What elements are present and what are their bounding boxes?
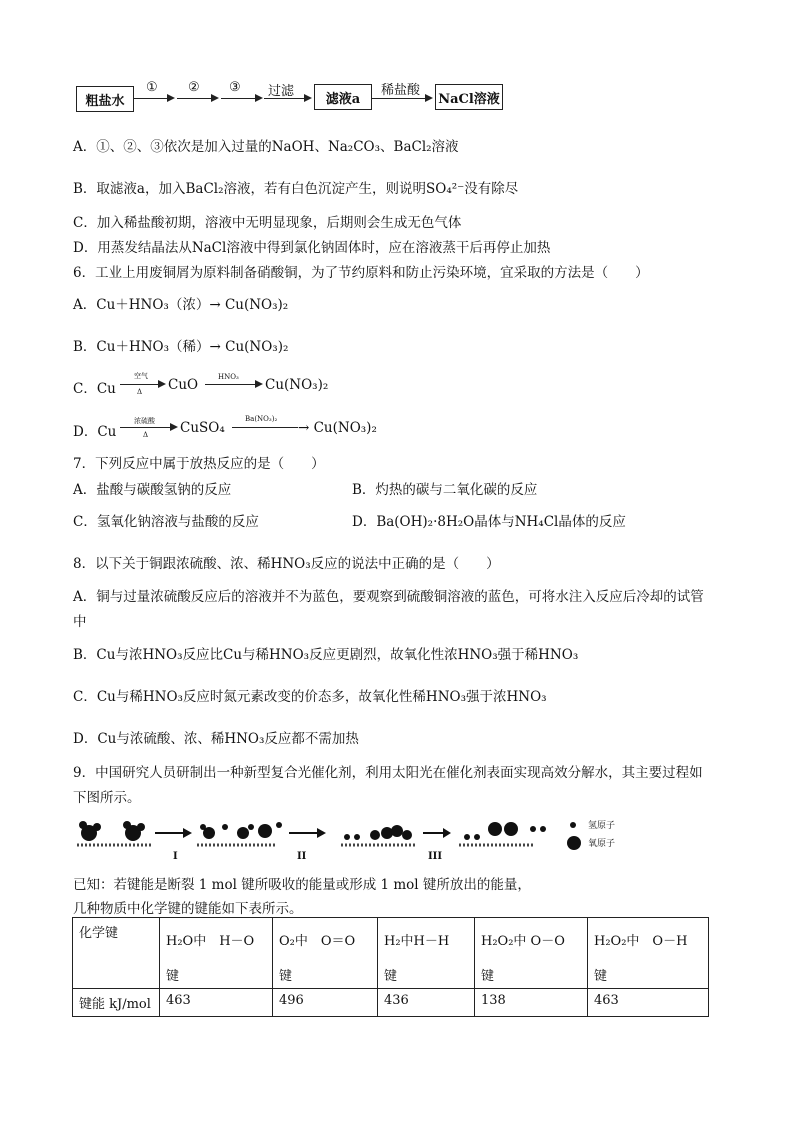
table-cell: 138	[475, 989, 588, 1017]
q6-stem: 6．工业上用废铜屑为原料制备硝酸铜，为了节约原料和防止污染环境，宜采取的方法是（ ）	[73, 265, 649, 281]
q6-option-c-mid: CuO	[168, 377, 199, 393]
flow-arrowhead-3	[255, 94, 263, 102]
flow-filter-label: 过滤	[268, 84, 295, 99]
table-cell: 463	[588, 989, 709, 1017]
q9-stem-line1: 9．中国研究人员研制出一种新型复合光催化剂，利用太阳光在催化剂表面实现高效分解水，其主要过程如	[73, 765, 703, 781]
q9-stage-2-label: II	[297, 851, 307, 862]
stage4-molecules	[464, 822, 546, 840]
q9-process-diagram	[75, 815, 635, 867]
q8-option-a-line1: A．铜与过量浓硫酸反应后的溶液并不为蓝色，要观察到硫酸铜溶液的蓝色，可将水注入反应后冷却的试管	[73, 589, 704, 605]
flow-step-2: ②	[188, 80, 200, 95]
q8-option-b: B．Cu与浓HNO₃反应比Cu与稀HNO₃反应更剧烈，故氧化性浓HNO₃强于稀HNO₃	[73, 647, 579, 663]
q6-option-c-post: Cu(NO₃)₂	[265, 377, 329, 393]
q6-option-d-prefix: D．Cu	[73, 424, 117, 440]
q6-option-c-arrow1	[120, 384, 160, 385]
q9-legend-oxygen: 氧原子	[588, 839, 616, 849]
flow-filtrate-box: 滤液a	[314, 84, 372, 110]
table-header-cell: H₂O₂中 O－H 键	[588, 918, 709, 989]
table-row	[73, 989, 709, 1017]
q8-option-a-line2: 中	[73, 614, 87, 630]
q6-option-c-cond2: HNO₃	[218, 373, 239, 381]
q6-option-c-arrowhead1	[158, 380, 166, 388]
stage3-molecules	[344, 825, 412, 840]
q6-option-d-arrow1	[120, 427, 172, 428]
q7-option-d: D．Ba(OH)₂·8H₂O晶体与NH₄Cl晶体的反应	[352, 514, 626, 530]
flow-end-box: NaCl溶液	[435, 84, 503, 110]
table-cell: 463	[160, 989, 273, 1017]
flow-arrowhead-filter	[304, 94, 312, 102]
flow-step-1: ①	[146, 80, 158, 95]
flow-start-box: 粗盐水	[76, 86, 134, 112]
table-cell: 496	[273, 989, 378, 1017]
q6-option-c-cond1: 空气	[134, 372, 148, 380]
q7-stem: 7．下列反应中属于放热反应的是（ ）	[73, 456, 325, 472]
flow-acid-label: 稀盐酸	[381, 83, 421, 98]
flow-arrow-3	[221, 98, 257, 99]
q9-stage-3-label: III	[428, 851, 443, 862]
q9-known-line2: 几种物质中化学键的键能如下表所示。	[73, 901, 303, 917]
q9-stem-line2: 下图所示。	[73, 790, 141, 806]
q6-option-c-arrowhead2	[255, 380, 263, 388]
q6-option-d-arrowhead1	[170, 423, 178, 431]
flow-arrowhead-acid	[425, 94, 433, 102]
table-header-cell: O₂中 O＝O 键	[273, 918, 378, 989]
table-cell: 键能 kJ/mol	[73, 989, 160, 1017]
flow-arrowhead-1	[167, 94, 175, 102]
q7-option-c: C．氢氧化钠溶液与盐酸的反应	[73, 514, 259, 530]
q9-legend-hydrogen: 氢原子	[588, 821, 616, 831]
table-header-row	[73, 918, 709, 989]
q8-option-d: D．Cu与浓硫酸、浓、稀HNO₃反应都不需加热	[73, 731, 359, 747]
q6-option-d-post: → Cu(NO₃)₂	[298, 420, 377, 436]
table-header-cell: H₂O₂中 O－O 键	[475, 918, 588, 989]
stage2-molecules	[200, 822, 282, 839]
q7-option-b: B．灼热的碳与二氧化碳的反应	[352, 482, 538, 498]
q6-option-c-heat: Δ	[137, 388, 143, 396]
table-header-cell: H₂中H－H 键	[378, 918, 475, 989]
table-header-cell: H₂O中 H－O 键	[160, 918, 273, 989]
q7-option-a: A．盐酸与碳酸氢钠的反应	[73, 482, 232, 498]
q5-option-b: B．取滤液a，加入BaCl₂溶液，若有白色沉淀产生，则说明SO₄²⁻没有除尽	[73, 181, 519, 197]
q5-option-a: A．①、②、③依次是加入过量的NaOH、Na₂CO₃、BaCl₂溶液	[73, 139, 459, 155]
q6-option-b: B．Cu＋HNO₃（稀）→ Cu(NO₃)₂	[73, 339, 289, 355]
q8-stem: 8．以下关于铜跟浓硫酸、浓、稀HNO₃反应的说法中正确的是（ ）	[73, 556, 500, 572]
q6-option-d-cond1: 浓硫酸	[134, 417, 155, 425]
q5-option-d: D．用蒸发结晶法从NaCl溶液中得到氯化钠固体时，应在溶液蒸干后再停止加热	[73, 240, 551, 256]
q9-known-line1: 已知：若键能是断裂 1 mol 键所吸收的能量或形成 1 mol 键所放出的能量，	[73, 877, 531, 893]
flow-arrow-acid	[371, 98, 427, 99]
q5-option-c: C．加入稀盐酸初期，溶液中无明显现象，后期则会生成无色气体	[73, 215, 462, 231]
q6-option-c-arrow2	[205, 384, 257, 385]
flow-arrow-1	[133, 98, 169, 99]
stage1-molecules	[79, 821, 145, 841]
q6-option-a: A．Cu＋HNO₃（浓）→ Cu(NO₃)₂	[73, 297, 289, 313]
q6-option-d-cond2: Ba(NO₃)₂	[245, 415, 278, 423]
flow-arrow-2	[177, 98, 213, 99]
q6-option-d-arrow2	[232, 427, 298, 428]
q8-option-c: C．Cu与稀HNO₃反应时氮元素改变的价态多，故氧化性稀HNO₃强于浓HNO₃	[73, 689, 547, 705]
q6-option-c-prefix: C．Cu	[73, 381, 116, 397]
q6-option-d-mid: CuSO₄	[180, 420, 225, 436]
q6-option-d-heat: Δ	[143, 431, 149, 439]
table-cell: 436	[378, 989, 475, 1017]
flow-step-3: ③	[229, 80, 241, 95]
q9-stage-1-label: I	[173, 851, 178, 862]
flow-arrowhead-2	[211, 94, 219, 102]
table-header-cell: 化学键	[73, 918, 160, 989]
bond-energy-table	[72, 917, 709, 1017]
